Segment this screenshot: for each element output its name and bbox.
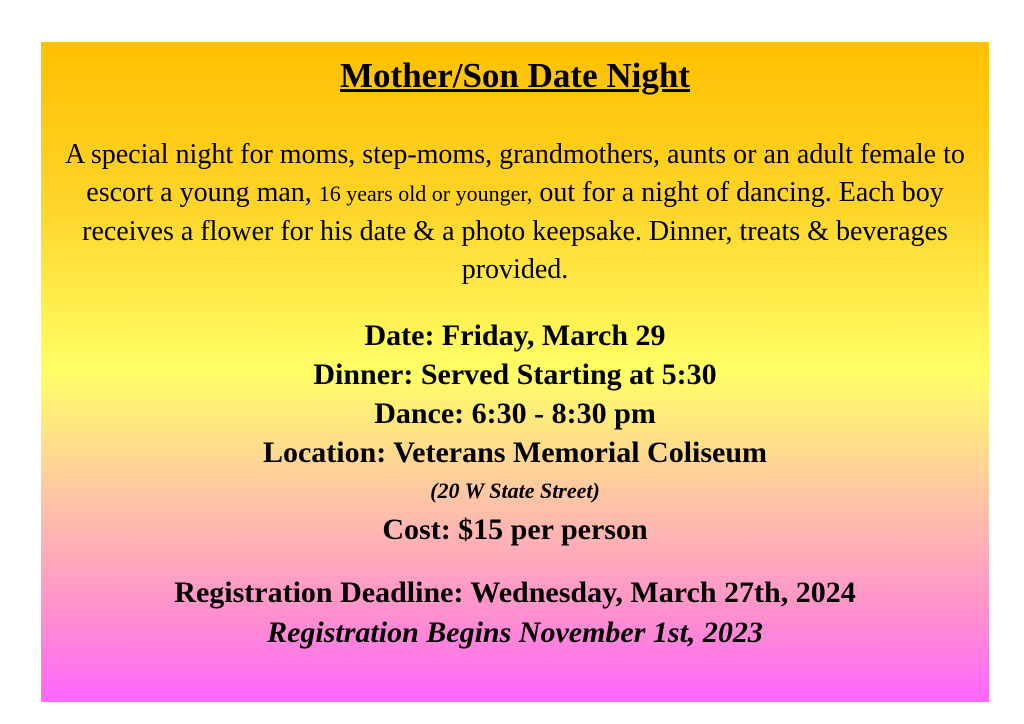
event-dinner: Dinner: Served Starting at 5:30 <box>313 358 717 391</box>
flyer-title: Mother/Son Date Night <box>340 56 690 95</box>
registration-deadline: Registration Deadline: Wednesday, March 27th, 2024 <box>174 576 856 609</box>
registration-info <box>41 573 989 653</box>
event-cost: Cost: $15 per person <box>382 513 648 546</box>
event-address: (20 W State Street) <box>430 478 600 503</box>
event-description <box>49 136 981 289</box>
event-date: Date: Friday, March 29 <box>364 319 666 352</box>
description-part-2: out for a night of dancing. Each boy receives a flower for his date & a photo keepsake. Dinner, treats & beverages provided. <box>82 177 948 285</box>
event-dance: Dance: 6:30 - 8:30 pm <box>374 397 656 430</box>
event-details <box>41 316 989 549</box>
age-note: 16 years old or younger, <box>318 181 533 206</box>
event-location: Location: Veterans Memorial Coliseum <box>262 436 768 469</box>
description-part-1: A special night for moms, step-moms, grandmothers, aunts or an adult female to escort a young man, <box>65 139 965 208</box>
flyer <box>41 42 989 702</box>
registration-begins: Registration Begins November 1st, 2023 <box>267 616 763 649</box>
